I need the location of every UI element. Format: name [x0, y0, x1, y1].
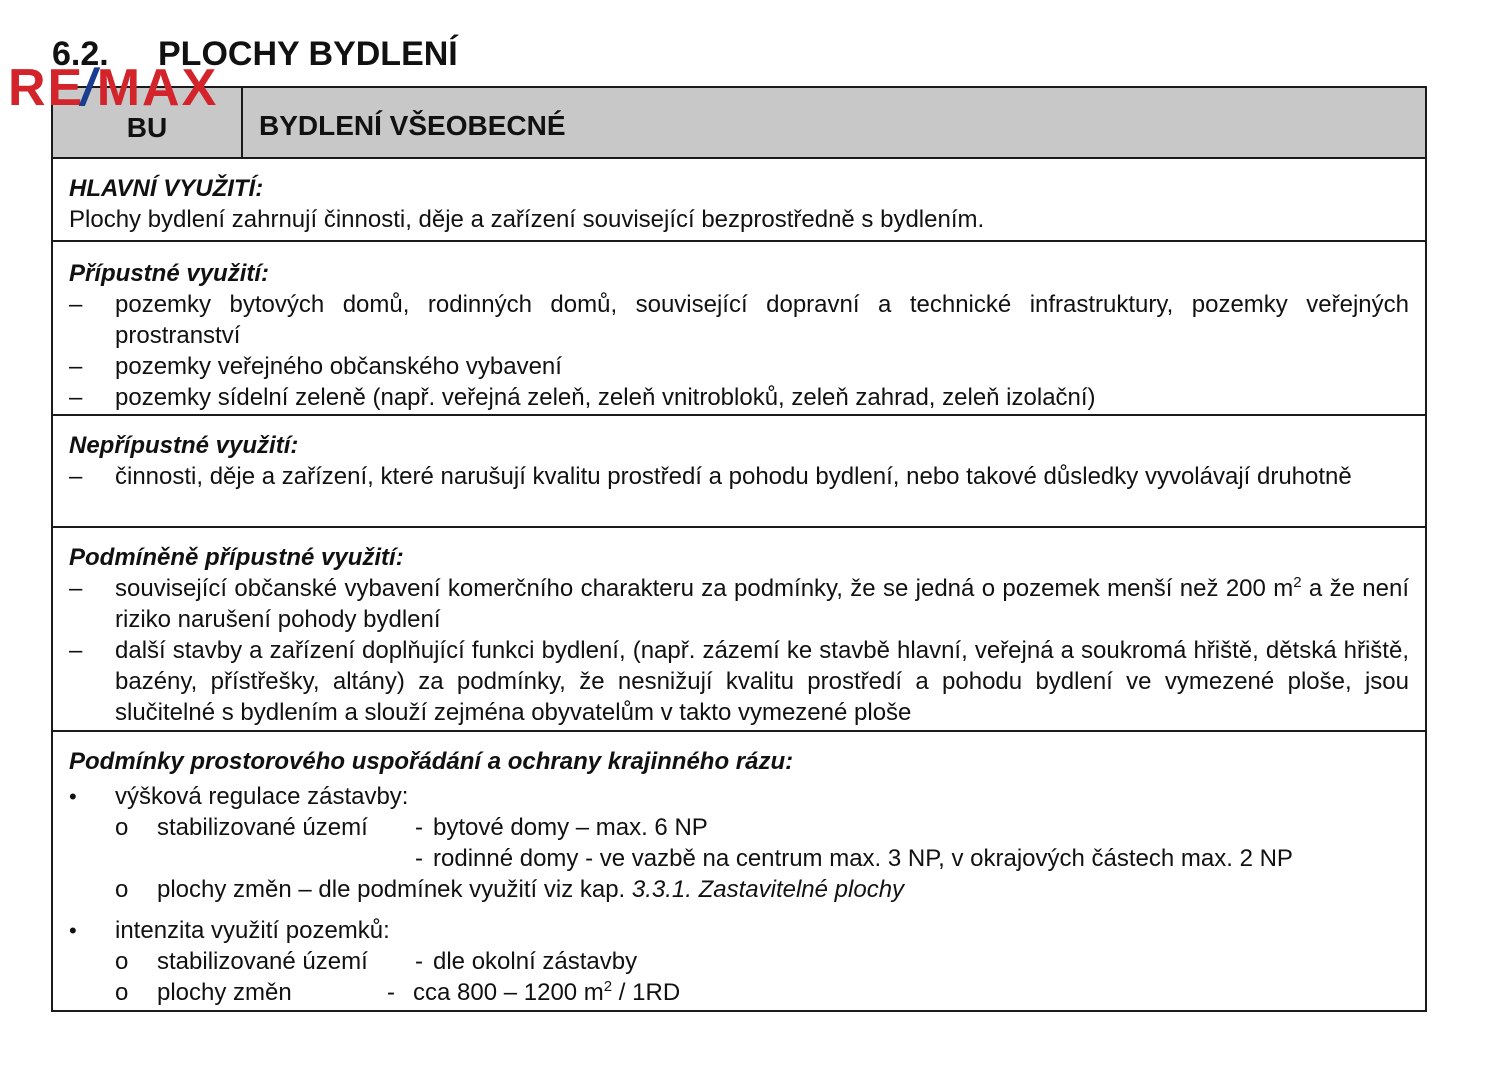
- main-use-text: Plochy bydlení zahrnují činnosti, děje a zařízení související bezprostředně s bydlením.: [69, 206, 985, 233]
- spatial-heading: Podmínky prostorového uspořádání a ochrany krajinného rázu:: [69, 748, 794, 775]
- section-title: PLOCHY BYDLENÍ: [158, 35, 458, 73]
- regulation-table: [51, 86, 1427, 1012]
- table-header: [53, 88, 1425, 159]
- bullet-icon: •: [69, 918, 77, 943]
- sub-item: o plochy změn – dle podmínek využití viz kap. 3.3.1. Zastavitelné plochy: [115, 876, 905, 903]
- list-item: • výšková regulace zástavby:: [69, 783, 409, 810]
- permitted-section: [53, 242, 1425, 416]
- sub-item: o stabilizované území - dle okolní zástavby: [115, 948, 638, 975]
- conditional-section: [53, 528, 1425, 732]
- list-item: – související občanské vybavení komerčního charakteru za podmínky, že se jedná o pozemek menší než 200 $m^2$ a že není riziko narušení pohody bydlení: [69, 574, 1409, 633]
- main-use-heading: HLAVNÍ VYUŽITÍ:: [69, 175, 264, 202]
- main-use-section: [53, 159, 1425, 242]
- remax-logo: RE/MAX: [8, 59, 219, 117]
- spatial-section: [53, 732, 1425, 1010]
- permitted-heading: Přípustné využití:: [69, 260, 270, 287]
- sub-item: o plochy změn - cca 800 – 1200 $m^2 / 1RD$: [115, 978, 681, 1006]
- list-item: – činnosti, děje a zařízení, které narušují kvalitu prostředí a pohodu bydlení, nebo takové důsledky vyvolávají druhotně: [69, 463, 1352, 490]
- zone-code: BU: [53, 88, 243, 157]
- section-number: 6.2.: [52, 35, 109, 73]
- zone-title: BYDLENÍ VŠEOBECNÉ: [259, 110, 566, 141]
- forbidden-heading: Nepřípustné využití:: [69, 432, 299, 459]
- forbidden-section: [53, 416, 1425, 528]
- list-item: – další stavby a zařízení doplňující funkci bydlení, (např. zázemí ke stavbě hlavní, veřejná a soukromá hřiště, dětská hřiště, bazény, přístřešky, altány) za podmínky, že nesnižují kvalitu prostředí a pohodu bydlení ve vymezené ploše, jsou slučitelné s bydlením a slouží zejména obyvatelům v takto vymezené ploše: [69, 637, 1409, 726]
- list-item: – pozemky veřejného občanského vybavení: [69, 353, 562, 380]
- list-item: – pozemky bytových domů, rodinných domů, související dopravní a technické infrastruktury, pozemky veřejných prostranství: [69, 291, 1409, 349]
- sub-item: - rodinné domy - ve vazbě na centrum max. 3 NP, v okrajových částech max. 2 NP: [415, 845, 1293, 872]
- sub-item: o stabilizované území - bytové domy – max. 6 NP: [115, 814, 708, 841]
- list-item: – pozemky sídelní zeleně (např. veřejná zeleň, zeleň vnitrobloků, zeleň zahrad, zeleň izolační): [69, 384, 1096, 411]
- conditional-heading: Podmíněně přípustné využití:: [69, 544, 404, 571]
- list-item: • intenzita využití pozemků:: [69, 917, 390, 944]
- bullet-icon: •: [69, 784, 77, 809]
